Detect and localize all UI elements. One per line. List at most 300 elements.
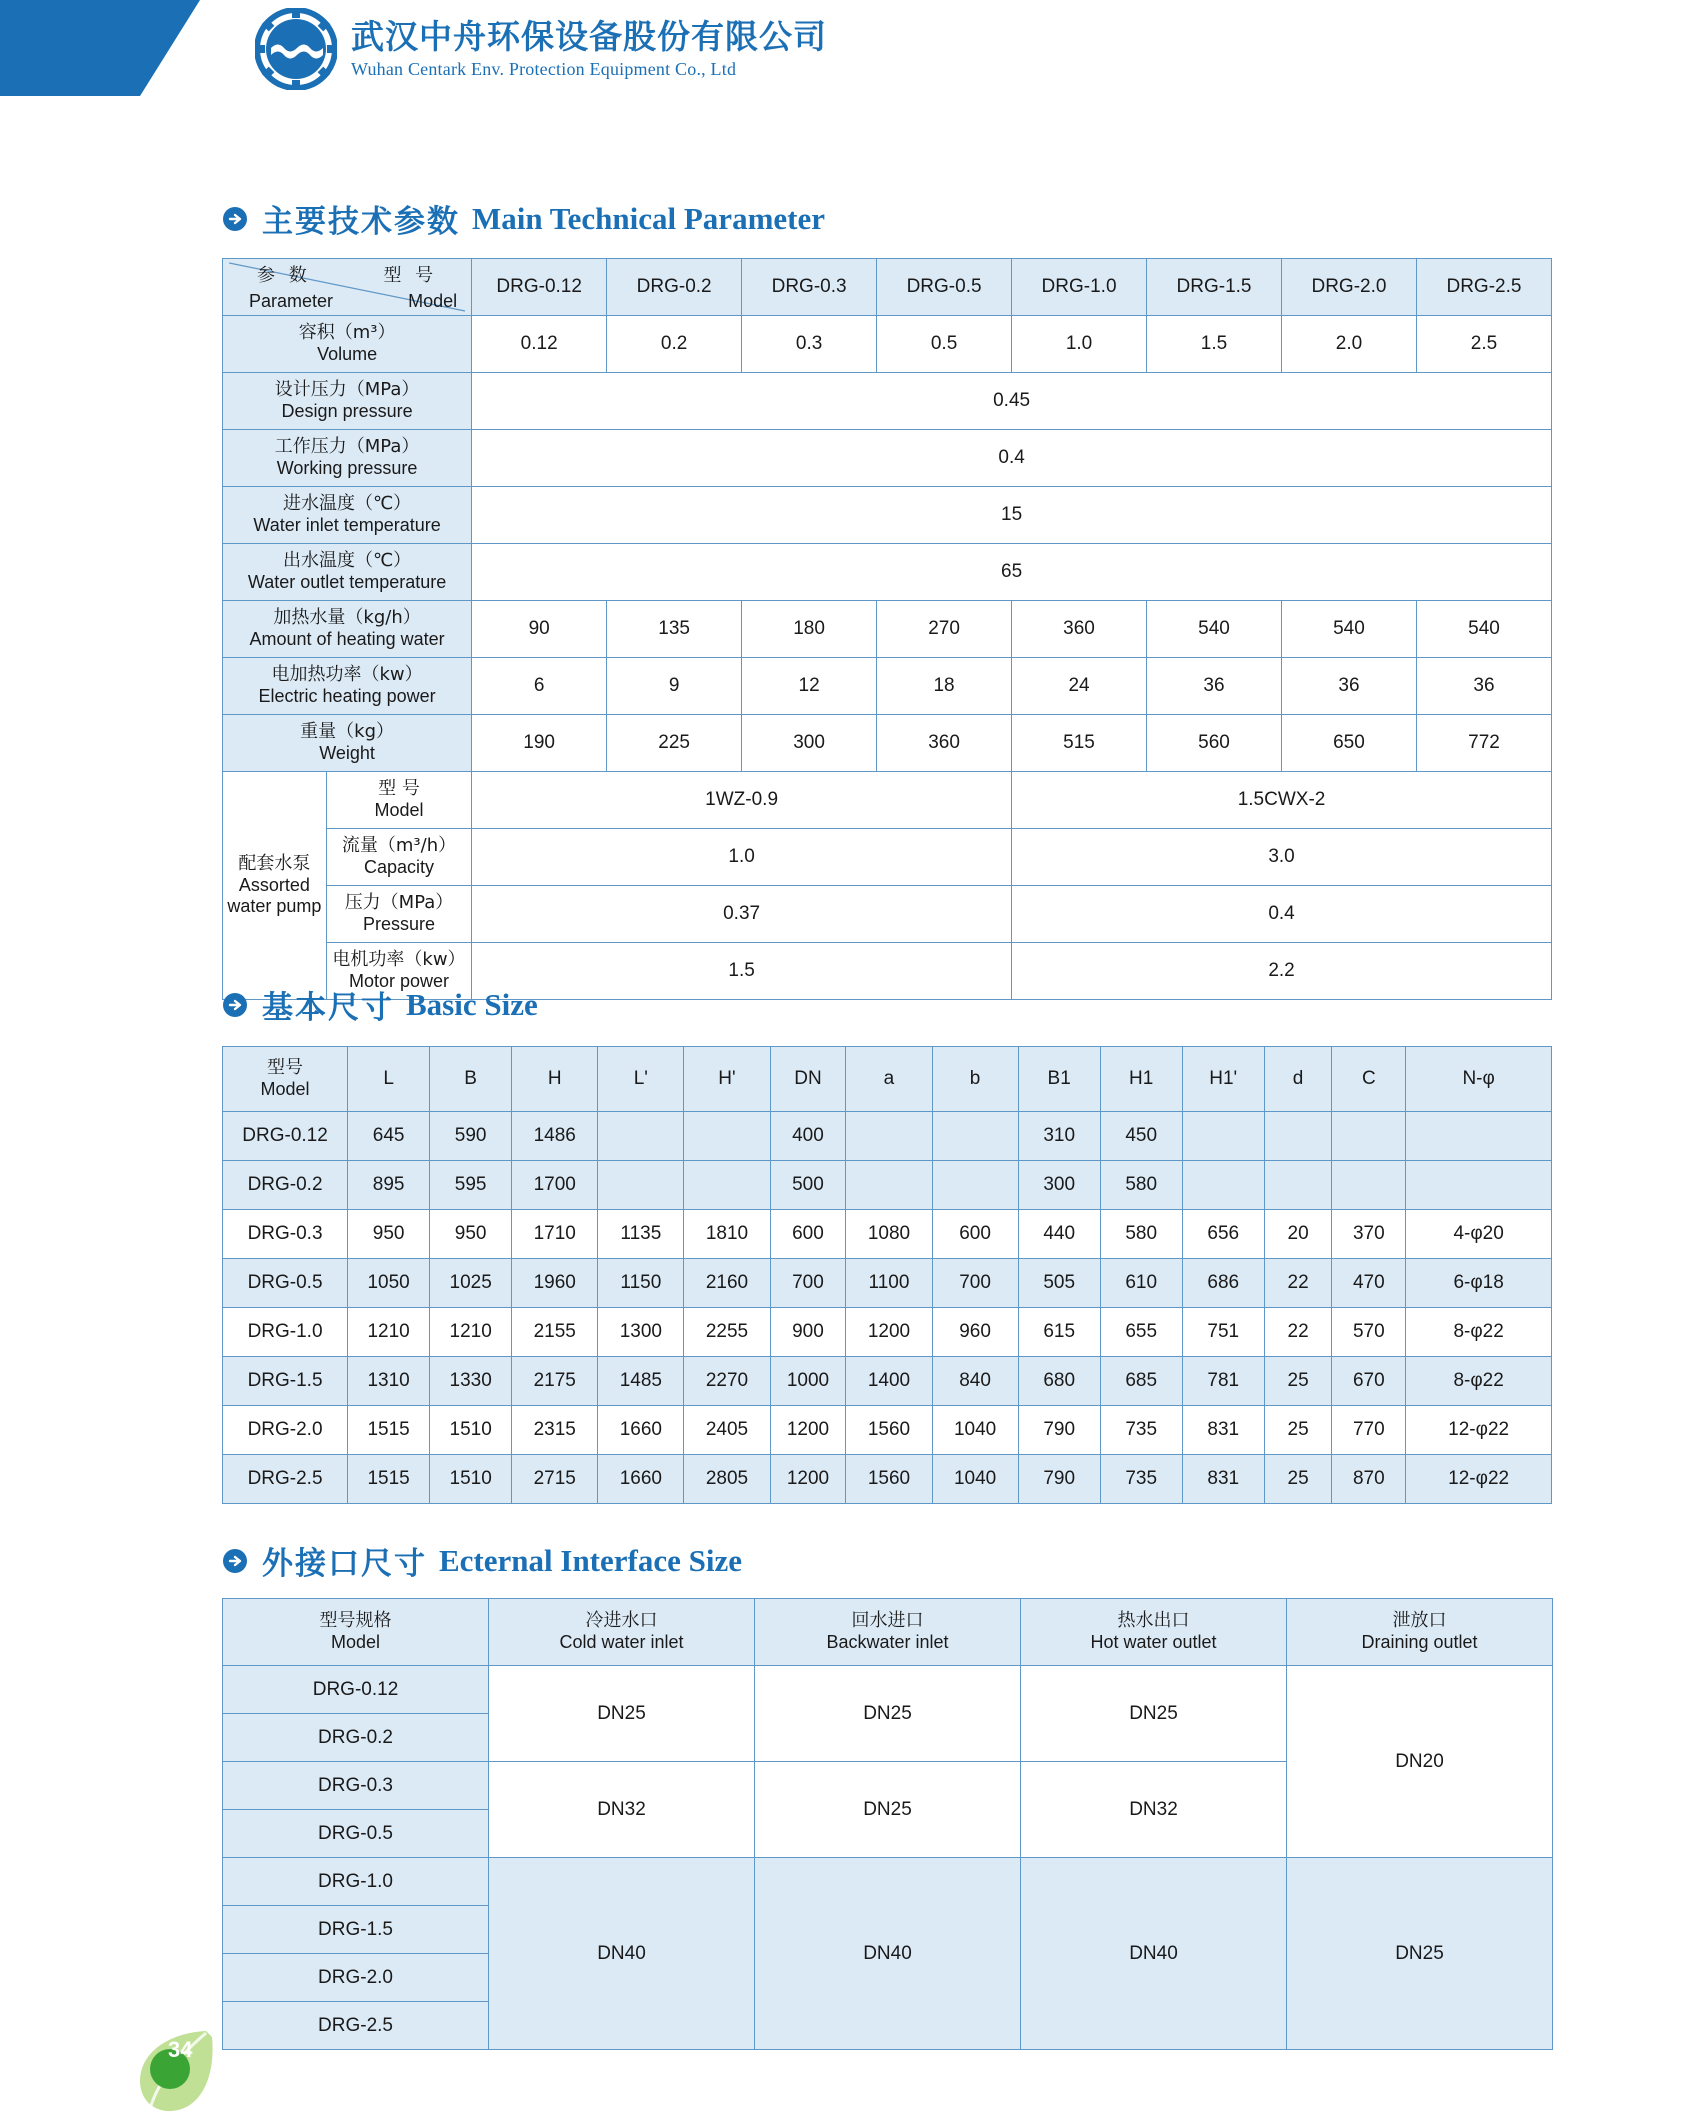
cell-value: 950 <box>348 1210 430 1259</box>
cell-value: 25 <box>1264 1406 1332 1455</box>
cell-value: 656 <box>1182 1210 1264 1259</box>
cell-value: 751 <box>1182 1308 1264 1357</box>
col-header: N-φ <box>1406 1047 1552 1112</box>
cell-value: 18 <box>877 658 1012 715</box>
cell-value <box>684 1112 770 1161</box>
cell-value: 12-φ22 <box>1406 1406 1552 1455</box>
section-title-en: Ecternal Interface Size <box>439 1542 742 1578</box>
row-label-en: Design pressure <box>281 401 413 421</box>
parameter-model-corner-cell <box>223 259 472 316</box>
row-label-cn: 型 号 <box>378 778 420 800</box>
cell-value: 1000 <box>770 1357 846 1406</box>
cell-model: DRG-1.5 <box>223 1357 348 1406</box>
cell-value: 1080 <box>846 1210 932 1259</box>
col-header-model <box>223 1047 348 1112</box>
arrow-circle-icon <box>222 1548 248 1574</box>
cell-value: 615 <box>1018 1308 1100 1357</box>
col-header-cn: 回水进口 <box>851 1610 924 1632</box>
col-header-cn: 冷进水口 <box>585 1610 658 1632</box>
cell-value: 686 <box>1182 1259 1264 1308</box>
table-row <box>223 1406 1552 1455</box>
cell-value: 1485 <box>598 1357 684 1406</box>
cell-value: 515 <box>1012 715 1147 772</box>
row-label-en: Electric heating power <box>258 686 436 706</box>
row-label-cn: 加热水量（kg/h） <box>273 607 421 629</box>
pump-row-label-capacity <box>326 829 471 886</box>
col-header-en: Hot water outlet <box>1090 1632 1217 1652</box>
main-technical-parameter-table <box>222 258 1552 1000</box>
cell-value: 1.0 <box>1012 316 1147 373</box>
cell-value-pump-left: 1.5 <box>472 943 1012 1000</box>
table-row <box>223 1259 1552 1308</box>
corner-model-cn: 型 号 <box>383 265 438 286</box>
cell-cold-water-inlet: DN25 <box>489 1666 755 1762</box>
col-header-cn: 泄放口 <box>1392 1610 1447 1632</box>
cell-value: 2715 <box>512 1455 598 1504</box>
cell-value: 8-φ22 <box>1406 1308 1552 1357</box>
cell-value: 500 <box>770 1161 846 1210</box>
table-row-header <box>223 1599 1553 1666</box>
cell-value-pump-left: 1.0 <box>472 829 1012 886</box>
cell-value: 1210 <box>348 1308 430 1357</box>
cell-value <box>1332 1161 1406 1210</box>
basic-size-table <box>222 1046 1552 1504</box>
cell-value: 570 <box>1332 1308 1406 1357</box>
cell-value <box>684 1161 770 1210</box>
cell-draining-outlet: DN25 <box>1287 1858 1553 2050</box>
cell-value: 831 <box>1182 1406 1264 1455</box>
cell-value: 470 <box>1332 1259 1406 1308</box>
cell-value: 1100 <box>846 1259 932 1308</box>
cell-model: DRG-0.12 <box>223 1112 348 1161</box>
cell-value: 540 <box>1147 601 1282 658</box>
pump-row-label-pressure <box>326 886 471 943</box>
cell-value: 1040 <box>932 1406 1018 1455</box>
cell-value: 22 <box>1264 1308 1332 1357</box>
row-label-cn: 容积（m³） <box>298 322 396 344</box>
row-label-cn: 设计压力（MPa） <box>274 379 420 401</box>
cell-model: DRG-2.0 <box>223 1954 489 2002</box>
cell-model: DRG-0.2 <box>223 1714 489 1762</box>
table-row <box>223 544 1552 601</box>
cell-value: 1200 <box>770 1406 846 1455</box>
cell-value <box>1332 1112 1406 1161</box>
cell-value: 1.5 <box>1147 316 1282 373</box>
cell-model: DRG-1.5 <box>223 1906 489 1954</box>
pump-row-label-model <box>326 772 471 829</box>
cell-value: 770 <box>1332 1406 1406 1455</box>
cell-value: 781 <box>1182 1357 1264 1406</box>
cell-value: 310 <box>1018 1112 1100 1161</box>
col-header-backwater-inlet <box>755 1599 1021 1666</box>
company-logo <box>255 8 827 90</box>
cell-value: 0.12 <box>472 316 607 373</box>
section-title-cn: 基本尺寸 <box>262 990 394 1026</box>
cell-value: 870 <box>1332 1455 1406 1504</box>
row-label-en: Working pressure <box>276 458 418 478</box>
model-header-cell: DRG-0.2 <box>607 259 742 316</box>
cell-value: 6 <box>472 658 607 715</box>
cell-value: 25 <box>1264 1357 1332 1406</box>
cell-value-merged: 0.4 <box>472 430 1552 487</box>
row-label-cn: 电加热功率（kw） <box>271 664 423 686</box>
row-label-electric-heating-power <box>223 658 472 715</box>
cell-value: 1660 <box>598 1455 684 1504</box>
col-header-model-en: Model <box>260 1079 310 1099</box>
cell-value: 610 <box>1100 1259 1182 1308</box>
row-label-cn: 流量（m³/h） <box>341 835 457 857</box>
row-label-en: Model <box>374 800 424 820</box>
cell-value: 655 <box>1100 1308 1182 1357</box>
cell-value: 8-φ22 <box>1406 1357 1552 1406</box>
cell-value: 6-φ18 <box>1406 1259 1552 1308</box>
table-row <box>223 658 1552 715</box>
cell-value <box>1406 1112 1552 1161</box>
cell-value: 36 <box>1416 658 1551 715</box>
model-header-cell: DRG-0.3 <box>742 259 877 316</box>
cell-value: 135 <box>607 601 742 658</box>
col-header: H1 <box>1100 1047 1182 1112</box>
row-label-cn: 工作压力（MPa） <box>274 436 420 458</box>
row-label-cn: 压力（MPa） <box>344 892 454 914</box>
cell-value-pump-right: 2.2 <box>1012 943 1552 1000</box>
section-title-basic-size <box>222 982 538 1027</box>
cell-model: DRG-0.5 <box>223 1259 348 1308</box>
cell-cold-water-inlet: DN40 <box>489 1858 755 2050</box>
table-row <box>223 1112 1552 1161</box>
table-row <box>223 1210 1552 1259</box>
page-header <box>0 0 1689 118</box>
model-header-cell: DRG-2.0 <box>1281 259 1416 316</box>
cell-value: 540 <box>1416 601 1551 658</box>
cell-backwater-inlet: DN25 <box>755 1666 1021 1762</box>
cell-value: 2805 <box>684 1455 770 1504</box>
cell-value: 1560 <box>846 1406 932 1455</box>
model-header-cell: DRG-1.0 <box>1012 259 1147 316</box>
col-header: H1' <box>1182 1047 1264 1112</box>
cell-value: 900 <box>770 1308 846 1357</box>
cell-value: 2175 <box>512 1357 598 1406</box>
row-label-weight <box>223 715 472 772</box>
table-row-header <box>223 1047 1552 1112</box>
company-name-block <box>351 18 827 80</box>
row-label-en: Volume <box>317 344 378 364</box>
row-label-en: Amount of heating water <box>249 629 445 649</box>
cell-value: 1025 <box>430 1259 512 1308</box>
col-header-cn: 型号规格 <box>319 1610 392 1632</box>
col-header-draining-outlet <box>1287 1599 1553 1666</box>
cell-value: 2160 <box>684 1259 770 1308</box>
cell-model: DRG-2.5 <box>223 1455 348 1504</box>
cell-model: DRG-0.12 <box>223 1666 489 1714</box>
table-row <box>223 1666 1553 1714</box>
corner-param-cn: 参 数 <box>257 265 311 286</box>
row-label-cn: 出水温度（℃） <box>282 550 412 572</box>
section-title-cn: 主要技术参数 <box>262 204 460 240</box>
col-header: L' <box>598 1047 684 1112</box>
table-row <box>223 373 1552 430</box>
table-row <box>223 1357 1552 1406</box>
cell-value: 1660 <box>598 1406 684 1455</box>
model-header-cell: DRG-2.5 <box>1416 259 1551 316</box>
cell-value: 1700 <box>512 1161 598 1210</box>
cell-value: 1040 <box>932 1455 1018 1504</box>
corner-model-en: Model <box>408 291 458 311</box>
external-interface-size-table <box>222 1598 1553 2050</box>
cell-value: 1300 <box>598 1308 684 1357</box>
col-header-cold-water-inlet <box>489 1599 755 1666</box>
cell-value: 950 <box>430 1210 512 1259</box>
cell-value: 1710 <box>512 1210 598 1259</box>
cell-value <box>598 1112 684 1161</box>
col-header: H <box>512 1047 598 1112</box>
cell-value-pump-right: 0.4 <box>1012 886 1552 943</box>
col-header-cn: 热水出口 <box>1117 1610 1190 1632</box>
cell-value <box>846 1161 932 1210</box>
cell-value <box>1182 1112 1264 1161</box>
cell-value: 1510 <box>430 1455 512 1504</box>
model-header-cell: DRG-1.5 <box>1147 259 1282 316</box>
cell-value: 9 <box>607 658 742 715</box>
cell-value: 650 <box>1281 715 1416 772</box>
cell-value: 645 <box>348 1112 430 1161</box>
cell-value: 1560 <box>846 1455 932 1504</box>
cell-model: DRG-2.5 <box>223 2002 489 2050</box>
cell-value: 1200 <box>770 1455 846 1504</box>
cell-value: 1150 <box>598 1259 684 1308</box>
col-header: H' <box>684 1047 770 1112</box>
cell-value: 1515 <box>348 1406 430 1455</box>
cell-value-pump-left: 0.37 <box>472 886 1012 943</box>
cell-value-merged: 15 <box>472 487 1552 544</box>
row-label-en: Capacity <box>363 857 434 877</box>
cell-value: 1400 <box>846 1357 932 1406</box>
cell-value: 735 <box>1100 1406 1182 1455</box>
cell-model: DRG-0.3 <box>223 1210 348 1259</box>
cell-model: DRG-1.0 <box>223 1308 348 1357</box>
cell-value: 360 <box>1012 601 1147 658</box>
col-header-hot-water-outlet <box>1021 1599 1287 1666</box>
cell-value: 790 <box>1018 1455 1100 1504</box>
gear-wave-logo-icon <box>255 8 337 90</box>
model-header-cell: DRG-0.5 <box>877 259 1012 316</box>
cell-value: 0.3 <box>742 316 877 373</box>
cell-value: 440 <box>1018 1210 1100 1259</box>
cell-value: 840 <box>932 1357 1018 1406</box>
col-header: d <box>1264 1047 1332 1112</box>
cell-hot-water-outlet: DN32 <box>1021 1762 1287 1858</box>
cell-value: 2255 <box>684 1308 770 1357</box>
cell-cold-water-inlet: DN32 <box>489 1762 755 1858</box>
cell-value: 24 <box>1012 658 1147 715</box>
cell-value-pump-right: 1.5CWX-2 <box>1012 772 1552 829</box>
corner-param-en: Parameter <box>249 291 334 311</box>
cell-value: 90 <box>472 601 607 658</box>
cell-value: 450 <box>1100 1112 1182 1161</box>
cell-value <box>1406 1161 1552 1210</box>
cell-value: 1135 <box>598 1210 684 1259</box>
table-row <box>223 487 1552 544</box>
table-row <box>223 1858 1553 1906</box>
cell-value: 1510 <box>430 1406 512 1455</box>
company-name-cn: 武汉中舟环保设备股份有限公司 <box>351 17 827 57</box>
row-label-working-pressure <box>223 430 472 487</box>
arrow-circle-icon <box>222 992 248 1018</box>
pump-group-label-cn: 配套水泵 <box>238 853 311 875</box>
model-header-cell: DRG-0.12 <box>472 259 607 316</box>
cell-value: 1486 <box>512 1112 598 1161</box>
cell-value-pump-left: 1WZ-0.9 <box>472 772 1012 829</box>
cell-value: 590 <box>430 1112 512 1161</box>
cell-value: 225 <box>607 715 742 772</box>
col-header-en: Model <box>330 1632 381 1652</box>
cell-value: 680 <box>1018 1357 1100 1406</box>
col-header: L <box>348 1047 430 1112</box>
cell-value: 960 <box>932 1308 1018 1357</box>
cell-value: 1050 <box>348 1259 430 1308</box>
cell-value: 560 <box>1147 715 1282 772</box>
cell-value: 12 <box>742 658 877 715</box>
cell-value-merged: 65 <box>472 544 1552 601</box>
cell-value: 1310 <box>348 1357 430 1406</box>
section-title-external-interface-size <box>222 1538 742 1583</box>
cell-value: 36 <box>1281 658 1416 715</box>
cell-value: 2270 <box>684 1357 770 1406</box>
col-header-model-cn: 型号 <box>267 1057 304 1079</box>
section-title-en: Main Technical Parameter <box>472 200 825 236</box>
cell-value: 1200 <box>846 1308 932 1357</box>
cell-value: 1960 <box>512 1259 598 1308</box>
arrow-circle-icon <box>222 206 248 232</box>
cell-value: 1810 <box>684 1210 770 1259</box>
cell-hot-water-outlet: DN40 <box>1021 1858 1287 2050</box>
table-row <box>223 601 1552 658</box>
col-header: B1 <box>1018 1047 1100 1112</box>
cell-value: 400 <box>770 1112 846 1161</box>
cell-value: 4-φ20 <box>1406 1210 1552 1259</box>
cell-value: 595 <box>430 1161 512 1210</box>
row-label-en: Water outlet temperature <box>247 572 447 592</box>
cell-value <box>1182 1161 1264 1210</box>
cell-value: 600 <box>770 1210 846 1259</box>
row-label-cn: 重量（kg） <box>300 721 395 743</box>
cell-value: 2.5 <box>1416 316 1551 373</box>
cell-model: DRG-0.5 <box>223 1810 489 1858</box>
cell-value: 580 <box>1100 1210 1182 1259</box>
cell-model: DRG-1.0 <box>223 1858 489 1906</box>
table-row <box>223 1455 1552 1504</box>
col-header: a <box>846 1047 932 1112</box>
cell-value: 772 <box>1416 715 1551 772</box>
cell-value: 0.2 <box>607 316 742 373</box>
row-label-water-inlet-temperature <box>223 487 472 544</box>
cell-value: 1210 <box>430 1308 512 1357</box>
table-row <box>223 772 1552 829</box>
table-row <box>223 1308 1552 1357</box>
cell-value: 190 <box>472 715 607 772</box>
cell-value: 2155 <box>512 1308 598 1357</box>
cell-value: 1330 <box>430 1357 512 1406</box>
cell-value: 22 <box>1264 1259 1332 1308</box>
cell-value: 25 <box>1264 1455 1332 1504</box>
cell-model: DRG-0.2 <box>223 1161 348 1210</box>
cell-value: 790 <box>1018 1406 1100 1455</box>
row-label-water-outlet-temperature <box>223 544 472 601</box>
col-header: C <box>1332 1047 1406 1112</box>
row-label-en: Pressure <box>362 914 435 934</box>
row-label-cn: 电机功率（kw） <box>332 949 466 971</box>
cell-value: 700 <box>770 1259 846 1308</box>
cell-value <box>932 1112 1018 1161</box>
section-title-main-parameter <box>222 196 825 241</box>
table-row-header <box>223 259 1552 316</box>
cell-value: 180 <box>742 601 877 658</box>
header-corner-shape <box>0 0 200 96</box>
cell-value <box>1264 1112 1332 1161</box>
col-header: b <box>932 1047 1018 1112</box>
cell-value: 600 <box>932 1210 1018 1259</box>
cell-value: 300 <box>742 715 877 772</box>
section-title-cn: 外接口尺寸 <box>262 1546 427 1582</box>
row-label-design-pressure <box>223 373 472 430</box>
cell-backwater-inlet: DN25 <box>755 1762 1021 1858</box>
cell-backwater-inlet: DN40 <box>755 1858 1021 2050</box>
cell-value: 20 <box>1264 1210 1332 1259</box>
col-header: B <box>430 1047 512 1112</box>
col-header-en: Draining outlet <box>1361 1632 1478 1652</box>
cell-value <box>932 1161 1018 1210</box>
cell-value-merged: 0.45 <box>472 373 1552 430</box>
row-label-volume <box>223 316 472 373</box>
row-label-en: Weight <box>319 743 375 763</box>
table-row <box>223 430 1552 487</box>
col-header-en: Backwater inlet <box>826 1632 949 1652</box>
company-name-en: Wuhan Centark Env. Protection Equipment Co., Ltd <box>351 58 737 79</box>
pump-group-label-en: Assorted water pump <box>227 875 322 916</box>
section-title-en: Basic Size <box>406 986 538 1022</box>
cell-value: 670 <box>1332 1357 1406 1406</box>
cell-value <box>1264 1161 1332 1210</box>
cell-value <box>846 1112 932 1161</box>
col-header-model <box>223 1599 489 1666</box>
cell-value: 895 <box>348 1161 430 1210</box>
cell-value: 12-φ22 <box>1406 1455 1552 1504</box>
table-row <box>223 316 1552 373</box>
cell-value: 360 <box>877 715 1012 772</box>
cell-value: 370 <box>1332 1210 1406 1259</box>
row-label-en: Motor power <box>348 971 450 991</box>
cell-value: 300 <box>1018 1161 1100 1210</box>
cell-value: 700 <box>932 1259 1018 1308</box>
cell-value: 831 <box>1182 1455 1264 1504</box>
row-label-cn: 进水温度（℃） <box>282 493 412 515</box>
col-header: DN <box>770 1047 846 1112</box>
table-row <box>223 886 1552 943</box>
cell-value: 0.5 <box>877 316 1012 373</box>
pump-group-label <box>223 772 327 1000</box>
col-header-en: Cold water inlet <box>559 1632 684 1652</box>
cell-value <box>598 1161 684 1210</box>
cell-value-pump-right: 3.0 <box>1012 829 1552 886</box>
cell-model: DRG-2.0 <box>223 1406 348 1455</box>
cell-value: 505 <box>1018 1259 1100 1308</box>
cell-value: 685 <box>1100 1357 1182 1406</box>
table-row <box>223 1161 1552 1210</box>
table-row <box>223 829 1552 886</box>
cell-model: DRG-0.3 <box>223 1762 489 1810</box>
cell-value: 580 <box>1100 1161 1182 1210</box>
cell-value: 36 <box>1147 658 1282 715</box>
